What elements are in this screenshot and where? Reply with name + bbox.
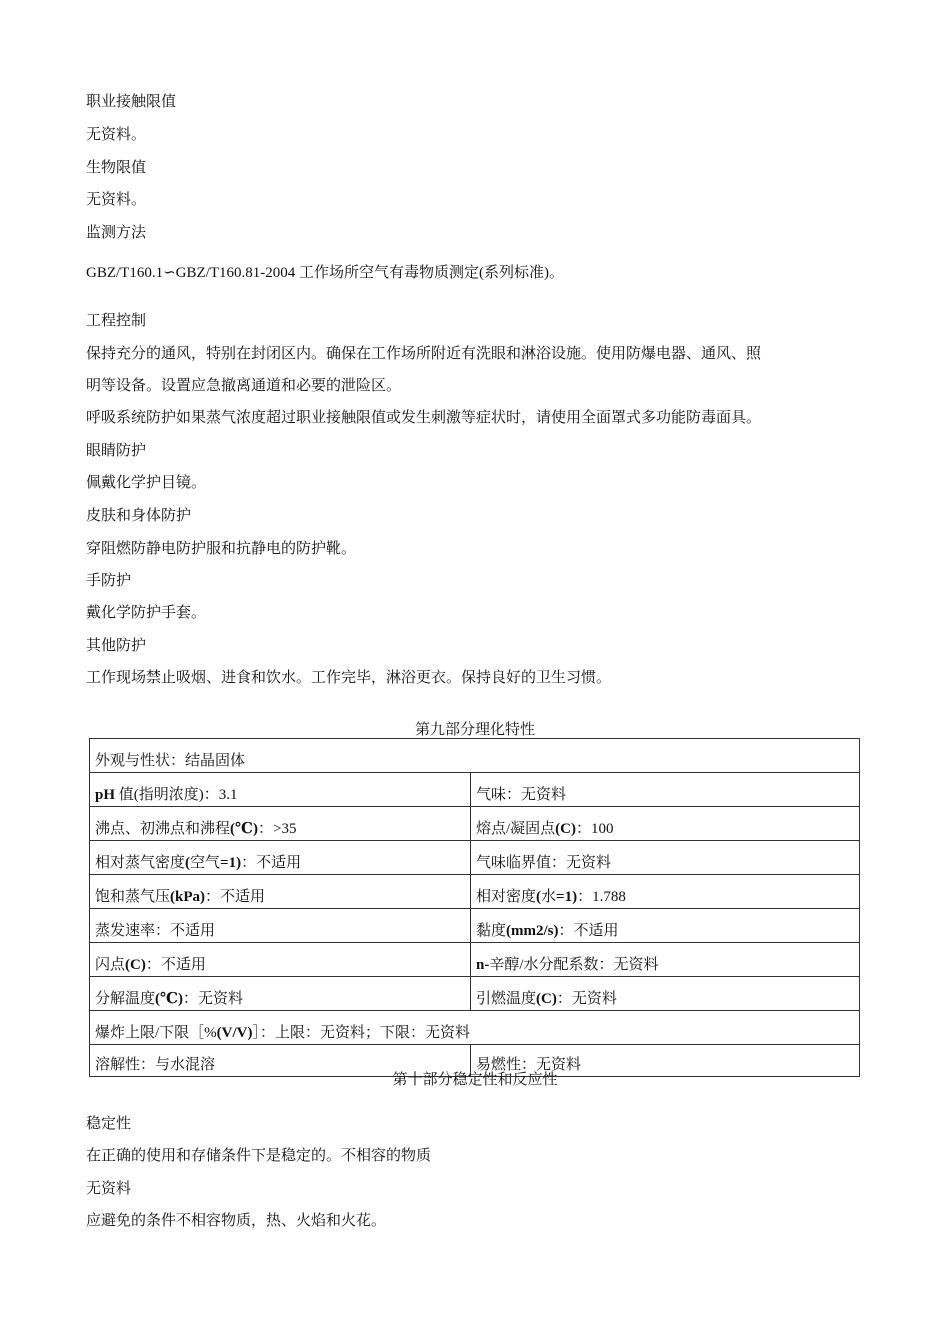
table-row: [90, 739, 860, 773]
boiling-value: ：>35: [257, 821, 297, 837]
table-row: [90, 909, 860, 943]
oel-value: 无资料。: [86, 127, 147, 143]
monitor-heading: 监测方法: [86, 225, 147, 241]
flash-point-unit: (C): [125, 957, 146, 973]
decomposition-temp-cell: [90, 977, 471, 1011]
physical-properties-table: [89, 738, 860, 1077]
ignition-unit: (C): [536, 991, 557, 1007]
table-row: [90, 841, 860, 875]
vapor-pressure-cell: [90, 875, 471, 909]
explosive-limits-cell: [90, 1011, 860, 1045]
hand-protection-heading: 手防护: [86, 573, 132, 589]
melting-point-cell: [471, 807, 860, 841]
bio-limit-heading: 生物限值: [86, 160, 147, 176]
stability-heading: 稳定性: [86, 1116, 132, 1132]
table-row: [90, 807, 860, 841]
melting-unit: (C): [555, 821, 576, 837]
table-row: [90, 977, 860, 1011]
flammability-cell: 易燃性：无资料: [471, 1045, 860, 1077]
decomposition-value: ：无资料: [182, 991, 243, 1007]
evaporation-rate-cell: 蒸发速率：不适用: [90, 909, 471, 943]
ph-value: 值(指明浓度)：3.1: [115, 787, 238, 803]
eye-protection-value: 佩戴化学护目镜。: [86, 475, 207, 491]
respiratory-protection: 呼吸系统防护如果蒸气浓度超过职业接触限值或发生刺激等症状时，请使用全面罩式多功能防毒面具。: [86, 410, 762, 426]
relative-density-ref: 水: [541, 889, 557, 905]
hand-protection-value: 戴化学防护手套。: [86, 605, 207, 621]
vapor-pressure-value: ：不适用: [205, 889, 266, 905]
eng-control-line-2: 明等设备。设置应急撤离通道和必要的泄险区。: [86, 378, 402, 394]
melting-value: ：100: [576, 821, 614, 837]
explosive-label: 爆炸上限/下限［%: [95, 1025, 217, 1041]
decomposition-label: 分解温度: [95, 991, 156, 1007]
ph-cell: [90, 773, 471, 807]
viscosity-value: ：不适用: [558, 923, 619, 939]
relative-density-cell: [471, 875, 860, 909]
stability-value: 在正确的使用和存储条件下是稳定的。不相容的物质: [86, 1148, 432, 1164]
partition-coefficient-cell: [471, 943, 860, 977]
relative-density-label: 相对密度: [476, 889, 537, 905]
vapor-density-cell: [90, 841, 471, 875]
eng-control-line-1: 保持充分的通风，特别在封闭区内。确保在工作场所附近有洗眼和淋浴设施。使用防爆电器、通风、照: [86, 346, 762, 362]
explosive-unit: (V/V): [216, 1025, 253, 1041]
table-row: [90, 1011, 860, 1045]
melting-label: 熔点/凝固点: [476, 821, 556, 837]
other-protection-value: 工作现场禁止吸烟、进食和饮水。工作完毕，淋浴更衣。保持良好的卫生习惯。: [86, 670, 612, 686]
oel-heading: 职业接触限值: [86, 94, 177, 110]
solubility-cell: 溶解性：与水混溶: [90, 1045, 471, 1077]
flash-point-cell: [90, 943, 471, 977]
viscosity-label: 黏度: [476, 923, 507, 939]
other-protection-heading: 其他防护: [86, 638, 147, 654]
relative-density-eq: =1): [556, 889, 578, 905]
boiling-unit: (℃): [230, 821, 258, 837]
vapor-pressure-label: 饱和蒸气压: [95, 889, 171, 905]
vapor-density-eq: =1): [220, 855, 242, 871]
conditions-to-avoid: 应避免的条件不相容物质，热、火焰和火花。: [86, 1213, 387, 1229]
viscosity-cell: [471, 909, 860, 943]
ph-label: pH: [95, 787, 116, 803]
eye-protection-heading: 眼睛防护: [86, 443, 147, 459]
odor-cell: 气味：无资料: [471, 773, 860, 807]
ignition-temp-cell: [471, 977, 860, 1011]
incompatible-value: 无资料: [86, 1181, 132, 1197]
skin-protection-heading: 皮肤和身体防护: [86, 508, 192, 524]
skin-protection-value: 穿阻燃防静电防护服和抗静电的防护靴。: [86, 541, 357, 557]
boiling-label: 沸点、初沸点和沸程: [95, 821, 231, 837]
bio-limit-value: 无资料。: [86, 192, 147, 208]
table-row: [90, 875, 860, 909]
partition-value: 辛醇/水分配系数：无资料: [489, 957, 659, 973]
odor-threshold-cell: 气味临界值：无资料: [471, 841, 860, 875]
section9-title: 第九部分理化特性: [414, 722, 535, 738]
monitor-value: GBZ/T160.1∽GBZ/T160.81-2004 工作场所空气有毒物质测定(系列标准)。: [86, 265, 564, 281]
decomposition-unit: (℃): [155, 991, 183, 1007]
flash-point-value: ：不适用: [145, 957, 206, 973]
relative-density-paren: (: [536, 889, 542, 905]
flash-point-label: 闪点: [95, 957, 126, 973]
vapor-density-paren: (: [185, 855, 191, 871]
viscosity-unit: (mm2/s): [506, 923, 559, 939]
ignition-value: ：无资料: [556, 991, 617, 1007]
relative-density-value: ：1.788: [577, 889, 626, 905]
table-row: [90, 773, 860, 807]
section10-title: 第十部分稳定性和反应性: [392, 1072, 558, 1088]
ignition-label: 引燃温度: [476, 991, 537, 1007]
vapor-density-ref: 空气: [190, 855, 221, 871]
vapor-density-value: ：不适用: [241, 855, 302, 871]
boiling-point-cell: [90, 807, 471, 841]
explosive-value: ］：上限：无资料；下限：无资料: [252, 1025, 471, 1041]
vapor-pressure-unit: (kPa): [170, 889, 206, 905]
partition-prefix: n-: [476, 957, 490, 973]
eng-control-heading: 工程控制: [86, 313, 147, 329]
vapor-density-label: 相对蒸气密度: [95, 855, 186, 871]
appearance-cell: 外观与性状：结晶固体: [90, 739, 860, 773]
table-row: [90, 943, 860, 977]
